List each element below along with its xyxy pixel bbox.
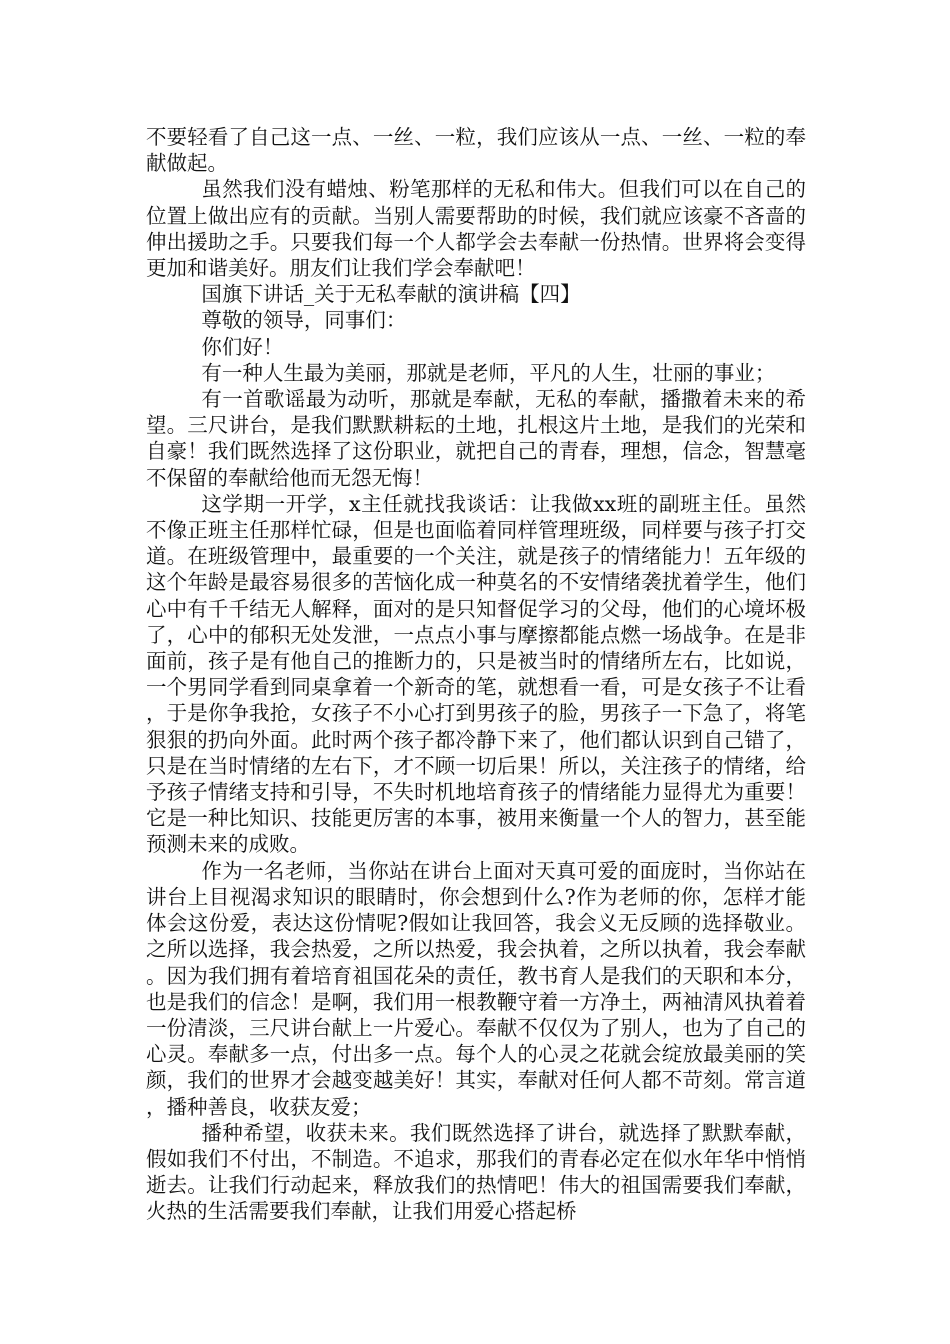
document-body — [146, 124, 806, 1225]
salutation: 尊敬的领导，同事们： — [201, 308, 407, 333]
section-heading: 国旗下讲话_关于无私奉献的演讲稿【四】 — [201, 282, 581, 307]
paragraph-8: 这学期一开学，x主任就找我谈话：让我做xx班的副班主任。虽然不像正班主任那样忙碌，但是也面临着同样管理班级，同样要与孩子打交道。在班级管理中，最重要的一个关注，就是孩子的情绪能力！五年级的这个年龄是最容易很多的苦恼化成一种莫名的不安情绪袭扰着学生，他们心中有千千结无人解释，面对的是只知督促学习的父母，他们的心境坏极了，心中的郁积无处发泄，一点点小事与摩擦都能点燃一场战争。在是非面前，孩子是有他自己的推断力的，只是被当时的情绪所左右，比如说，一个男同学看到同桌拿着一个新奇的笔，就想看一看，可是女孩子不让看，于是你争我抢，女孩子不小心打到男孩子的脸，男孩子一下急了，将笔狠狠的扔向外面。此时两个孩子都冷静下来了，他们都认识到自己错了，只是在当时情绪的左右下，才不顾一切后果！所以，关注孩子的情绪，给予孩子情绪支持和引导，不失时机地培育孩子的情绪能力显得尤为重要！它是一种比知识、技能更厉害的本事，被用来衡量一个人的智力，甚至能预测未来的成败。 — [146, 491, 806, 857]
paragraph-9: 作为一名老师，当你站在讲台上面对天真可爱的面庞时，当你站在讲台上目视渴求知识的眼睛时，你会想到什么?作为老师的你，怎样才能体会这份爱，表达这份情呢?假如让我回答，我会义无反顾的选择敬业。之所以选择，我会热爱，之所以热爱，我会执着，之所以执着，我会奉献。因为我们拥有着培育祖国花朵的责任，教书育人是我们的天职和本分，也是我们的信念！是啊，我们用一根教鞭守着一方净土，两袖清风执着着一份清淡，三尺讲台献上一片爱心。奉献不仅仅为了别人，也为了自己的心灵。奉献多一点，付出多一点。每个人的心灵之花就会绽放最美丽的笑颜，我们的世界才会越变越美好！其实，奉献对任何人都不苛刻。常言道，播种善良，收获友爱； — [146, 858, 806, 1119]
paragraph-10: 播种希望，收获未来。我们既然选择了讲台，就选择了默默奉献，假如我们不付出，不制造。不追求，那我们的青春必定在似水年华中悄悄逝去。让我们行动起来，释放我们的热情吧！伟大的祖国需要我们奉献，火热的生活需要我们奉献，让我们用爱心搭起桥 — [146, 1120, 806, 1224]
paragraph-1: 不要轻看了自己这一点、一丝、一粒，我们应该从一点、一丝、一粒的奉献做起。 — [146, 125, 806, 176]
paragraph-7: 有一首歌谣最为动听，那就是奉献，无私的奉献，播撒着未来的希望。三尺讲台，是我们默默耕耘的土地，扎根这片土地，是我们的光荣和自豪！我们既然选择了这份职业，就把自己的青春，理想，信念，智慧毫不保留的奉献给他而无怨无悔！ — [146, 387, 806, 490]
paragraph-6: 有一种人生最为美丽，那就是老师，平凡的人生，壮丽的事业； — [201, 360, 776, 385]
greeting: 你们好！ — [201, 334, 284, 359]
paragraph-2: 虽然我们没有蜡烛、粉笔那样的无私和伟大。但我们可以在自己的位置上做出应有的贡献。当别人需要帮助的时候，我们就应该豪不吝啬的伸出援助之手。只要我们每一个人都学会去奉献一份热情。世界将会变得更加和谐美好。朋友们让我们学会奉献吧！ — [146, 177, 806, 281]
